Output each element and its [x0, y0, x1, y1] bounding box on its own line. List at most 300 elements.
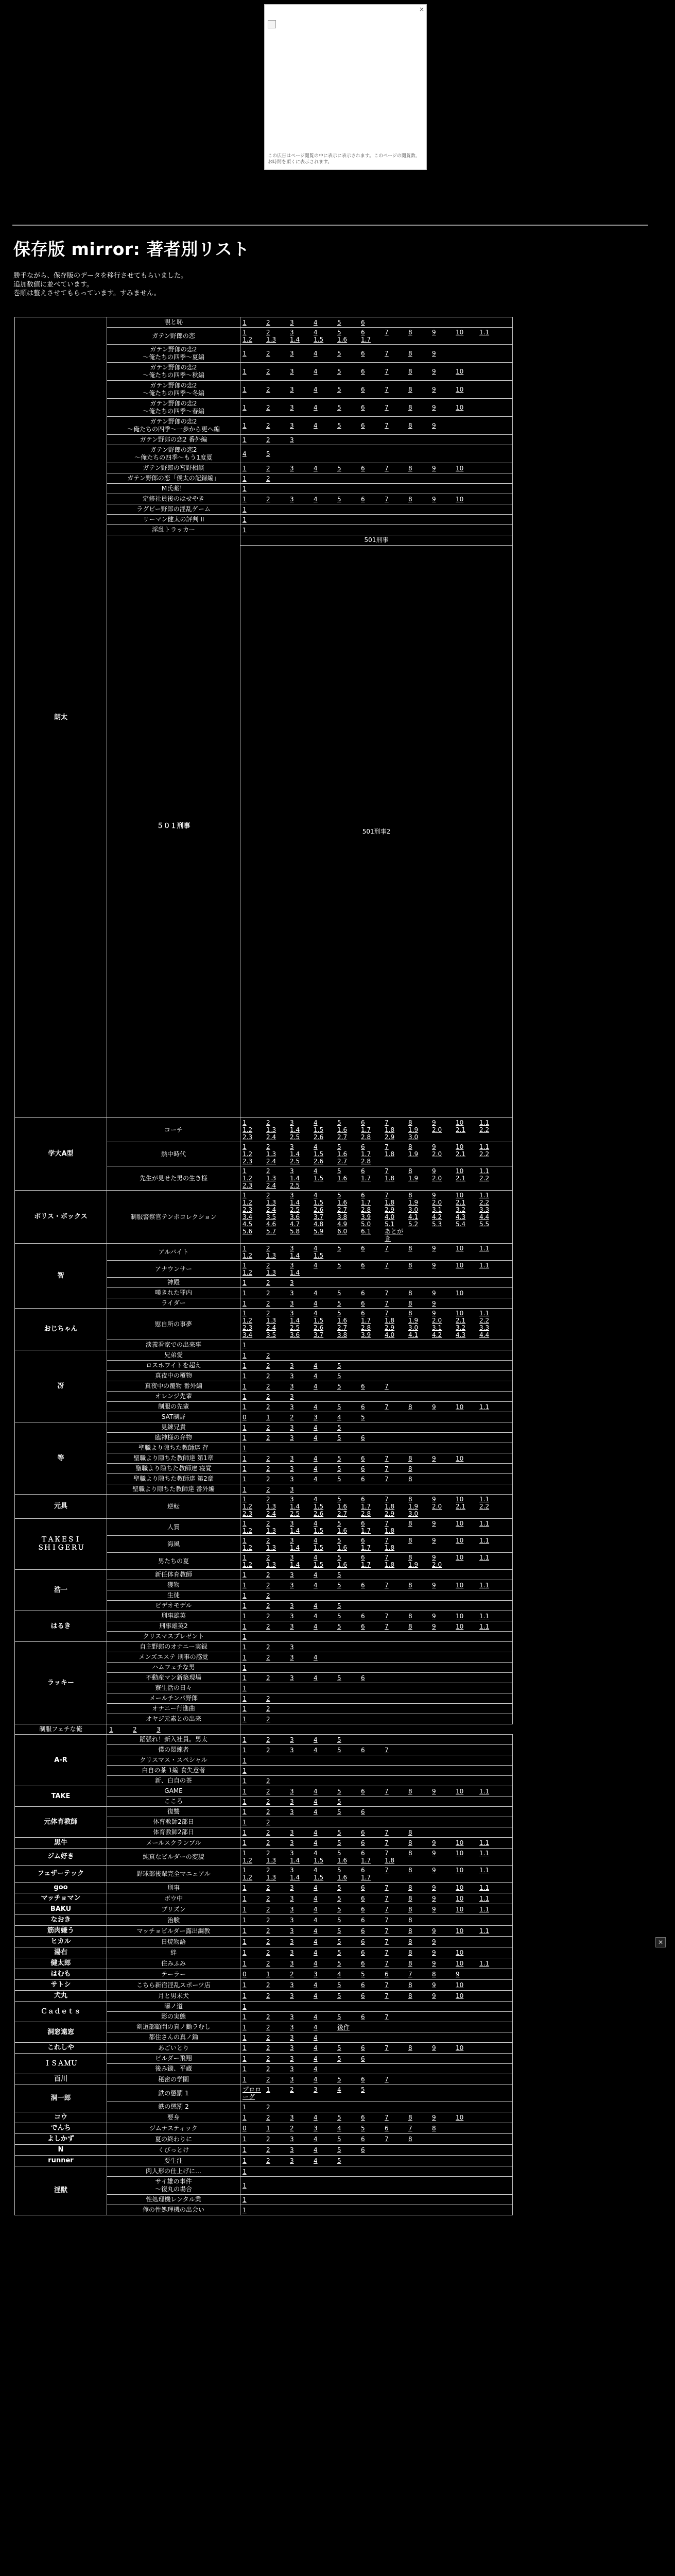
volume-link[interactable]: 4.3	[456, 1331, 466, 1338]
volume-link[interactable]: 4	[314, 1992, 318, 1999]
volume-link[interactable]: 7	[408, 1971, 412, 1978]
volume-link[interactable]: 7	[385, 1403, 389, 1411]
volume-link[interactable]: 10	[456, 1192, 464, 1199]
volume-link[interactable]: 2	[266, 1949, 270, 1956]
volume-link[interactable]: 3	[290, 2055, 294, 2062]
volume-link[interactable]: 7	[385, 1746, 389, 1754]
volume-link[interactable]: 7	[385, 1884, 389, 1891]
volume-link[interactable]: 5	[337, 368, 341, 375]
volume-link[interactable]: 1.1	[479, 1581, 490, 1589]
volume-link[interactable]: 7	[385, 1906, 389, 1913]
volume-link[interactable]: 8	[408, 1981, 412, 1989]
volume-link[interactable]: 8	[408, 1167, 412, 1175]
volume-link[interactable]: 4	[314, 2146, 318, 2154]
volume-link[interactable]: 2	[266, 1554, 270, 1561]
volume-link[interactable]: 1	[243, 2055, 247, 2062]
volume-link[interactable]: 1.4	[290, 1126, 300, 1133]
volume-link[interactable]: 4.1	[408, 1331, 419, 1338]
volume-link[interactable]: 5.6	[243, 1228, 253, 1235]
volume-link[interactable]: 6.0	[337, 1228, 348, 1235]
volume-link[interactable]: 2	[266, 1434, 270, 1442]
volume-link[interactable]: 5	[337, 350, 341, 357]
volume-link[interactable]: 10	[456, 1554, 464, 1561]
volume-link[interactable]: 1.1	[479, 1496, 490, 1503]
volume-link[interactable]: 1	[243, 1992, 247, 1999]
volume-link[interactable]: 4	[337, 2086, 341, 2093]
volume-link[interactable]: 1.1	[479, 1839, 490, 1846]
volume-link[interactable]: 7	[385, 1299, 389, 1307]
volume-link[interactable]: 8	[408, 1828, 412, 1836]
volume-link[interactable]: 3	[290, 1828, 294, 1836]
volume-link[interactable]: 1.2	[243, 1126, 253, 1133]
volume-link[interactable]: 1	[243, 1828, 247, 1836]
volume-link[interactable]: 3	[290, 495, 294, 503]
volume-link[interactable]: 8	[408, 1299, 412, 1307]
volume-link[interactable]: 7	[385, 1262, 389, 1269]
volume-link[interactable]: 5	[337, 1960, 341, 1967]
volume-link[interactable]: 4	[314, 1554, 318, 1561]
volume-link[interactable]: 1.3	[266, 1527, 276, 1534]
volume-link[interactable]: 4	[314, 1612, 318, 1620]
volume-link[interactable]: 4	[314, 1906, 318, 1913]
volume-link[interactable]: 4	[314, 464, 318, 472]
volume-link[interactable]: 5	[337, 1262, 341, 1269]
volume-link[interactable]: 1.3	[266, 1150, 276, 1158]
volume-link[interactable]: 2	[266, 1496, 270, 1503]
volume-link[interactable]: 9	[432, 1787, 436, 1795]
volume-link[interactable]: 8	[408, 1143, 412, 1150]
volume-link[interactable]: 1.3	[266, 1252, 276, 1259]
volume-link[interactable]: 9	[432, 1289, 436, 1297]
volume-link[interactable]: 2	[266, 1537, 270, 1544]
volume-link[interactable]: 7	[385, 1938, 389, 1945]
volume-link[interactable]: 2	[266, 1798, 270, 1805]
volume-link[interactable]: 1	[243, 2076, 247, 2083]
volume-link[interactable]: 4	[314, 2157, 318, 2164]
volume-link[interactable]: 3.9	[361, 1213, 371, 1221]
volume-link[interactable]: 3	[290, 1279, 294, 1286]
volume-link[interactable]: 2	[266, 1454, 270, 1462]
volume-link[interactable]: 10	[456, 1884, 464, 1891]
volume-link[interactable]: 3	[314, 2125, 318, 2132]
volume-link[interactable]: 6	[361, 1787, 365, 1795]
volume-link[interactable]: 3	[290, 1602, 294, 1609]
volume-link[interactable]: 6	[361, 2013, 365, 2021]
volume-link[interactable]: 1	[243, 386, 247, 393]
volume-link[interactable]: 4	[314, 1475, 318, 1483]
volume-link[interactable]: 5	[361, 1413, 365, 1421]
volume-link[interactable]: 3	[290, 1674, 294, 1682]
volume-link[interactable]: 1	[243, 436, 247, 444]
volume-link[interactable]: 4	[314, 1520, 318, 1527]
volume-link[interactable]: 2	[266, 1867, 270, 1874]
volume-link[interactable]: 5	[337, 464, 341, 472]
volume-link[interactable]: 7	[408, 2125, 412, 2132]
volume-link[interactable]: 3	[290, 1653, 294, 1661]
volume-link[interactable]: 10	[456, 1895, 464, 1902]
volume-link[interactable]: 1	[243, 495, 247, 503]
volume-link[interactable]: 3	[290, 1927, 294, 1935]
volume-link[interactable]: 5.4	[456, 1221, 466, 1228]
volume-link[interactable]: 7	[385, 2013, 389, 2021]
volume-link[interactable]: 10	[456, 1119, 464, 1126]
volume-link[interactable]: 7	[385, 1119, 389, 1126]
volume-link[interactable]: 7	[385, 2044, 389, 2052]
volume-link[interactable]: 1	[243, 1279, 247, 1286]
volume-link[interactable]: 7	[385, 1167, 389, 1175]
volume-link[interactable]: 3	[290, 1906, 294, 1913]
volume-link[interactable]: 4	[314, 318, 318, 326]
volume-link[interactable]: 1	[243, 329, 247, 336]
volume-link[interactable]: 5	[337, 1884, 341, 1891]
volume-link[interactable]: 3	[314, 2086, 318, 2093]
volume-link[interactable]: 2	[266, 1362, 270, 1369]
volume-link[interactable]: 3	[290, 1454, 294, 1462]
volume-link[interactable]: 5	[337, 1906, 341, 1913]
volume-link[interactable]: 5	[337, 1867, 341, 1874]
volume-link[interactable]: 8	[408, 1612, 412, 1620]
volume-link[interactable]: 5	[361, 2086, 365, 2093]
volume-link[interactable]: 3	[290, 2136, 294, 2143]
volume-link[interactable]: 3	[290, 2023, 294, 2031]
volume-link[interactable]: 3	[290, 1736, 294, 1743]
volume-link[interactable]: 5	[337, 1839, 341, 1846]
volume-link[interactable]: 4	[314, 1798, 318, 1805]
volume-link[interactable]: 2.5	[290, 1182, 300, 1189]
volume-link[interactable]: 7	[385, 1787, 389, 1795]
volume-link[interactable]: 6	[361, 1192, 365, 1199]
volume-link[interactable]: 5	[337, 2136, 341, 2143]
volume-link[interactable]: 4	[314, 1808, 318, 1816]
volume-link[interactable]: 5	[337, 1787, 341, 1795]
volume-link[interactable]: 2.5	[290, 1158, 300, 1165]
volume-link[interactable]: 1.6	[337, 1857, 348, 1864]
volume-link[interactable]: 2	[266, 1299, 270, 1307]
volume-link[interactable]: 5	[337, 1736, 341, 1743]
volume-link[interactable]: 8	[408, 1906, 412, 1913]
volume-link[interactable]: 4	[314, 2136, 318, 2143]
volume-link[interactable]: 5	[337, 1496, 341, 1503]
volume-link[interactable]: 1.1	[479, 1245, 490, 1252]
volume-link[interactable]: 6	[361, 1828, 365, 1836]
volume-link[interactable]: 3	[290, 422, 294, 429]
volume-link[interactable]: 2.2	[479, 1150, 490, 1158]
volume-link[interactable]: 6	[361, 2114, 365, 2121]
volume-link[interactable]: 1.1	[479, 1884, 490, 1891]
volume-link[interactable]: 6	[361, 1938, 365, 1945]
volume-link[interactable]: 2.8	[361, 1158, 371, 1165]
volume-link[interactable]: 4	[314, 1372, 318, 1380]
volume-link[interactable]: 9	[432, 2114, 436, 2121]
volume-link[interactable]: 6	[361, 1403, 365, 1411]
volume-link[interactable]: 4	[314, 1960, 318, 1967]
volume-link[interactable]: 1	[243, 2206, 247, 2214]
volume-link[interactable]: 1.2	[243, 1175, 253, 1182]
volume-link[interactable]: 9	[432, 1537, 436, 1544]
volume-link[interactable]: 1	[243, 1299, 247, 1307]
volume-link[interactable]: 4	[314, 368, 318, 375]
volume-link[interactable]: 10	[456, 1537, 464, 1544]
volume-link[interactable]: 2	[266, 2076, 270, 2083]
volume-link[interactable]: 10	[456, 1981, 464, 1989]
volume-link[interactable]: 4.8	[314, 1221, 324, 1228]
volume-link[interactable]: 2	[266, 1591, 270, 1599]
volume-link[interactable]: 4.2	[432, 1213, 442, 1221]
volume-link[interactable]: 10	[456, 1310, 464, 1317]
volume-link[interactable]: 1.7	[361, 1150, 371, 1158]
volume-link[interactable]: 6	[361, 368, 365, 375]
volume-link[interactable]: 4	[314, 1622, 318, 1630]
volume-link[interactable]: 1	[243, 1581, 247, 1589]
volume-link[interactable]: 5	[337, 1454, 341, 1462]
volume-link[interactable]: 2	[266, 404, 270, 411]
volume-link[interactable]: 7	[385, 1895, 389, 1902]
volume-link[interactable]: 4	[314, 2023, 318, 2031]
volume-link[interactable]: 1	[243, 2023, 247, 2031]
volume-link[interactable]: 1.9	[408, 1317, 419, 1324]
volume-link[interactable]: 6	[361, 1475, 365, 1483]
volume-link[interactable]: 10	[456, 1245, 464, 1252]
volume-link[interactable]: 8	[408, 1537, 412, 1544]
volume-link[interactable]: 1	[243, 1454, 247, 1462]
volume-link[interactable]: 0	[243, 1413, 247, 1421]
volume-link[interactable]: 10	[456, 2114, 464, 2121]
volume-link[interactable]: 4.0	[385, 1213, 395, 1221]
volume-link[interactable]: 1.7	[361, 1544, 371, 1551]
volume-link[interactable]: 5	[337, 2157, 341, 2164]
volume-link[interactable]: 2	[266, 2055, 270, 2062]
volume-link[interactable]: 4	[314, 2044, 318, 2052]
volume-link[interactable]: 2	[266, 386, 270, 393]
volume-link[interactable]: 9	[432, 1960, 436, 1967]
volume-link[interactable]: 1	[243, 485, 247, 493]
volume-link[interactable]: 5	[337, 1299, 341, 1307]
volume-link[interactable]: 9	[432, 386, 436, 393]
volume-link[interactable]: 3	[290, 2033, 294, 2041]
volume-link[interactable]: 10	[456, 329, 464, 336]
volume-link[interactable]: 7	[385, 422, 389, 429]
volume-link[interactable]: 1.2	[243, 1317, 253, 1324]
volume-link[interactable]: 8	[408, 1475, 412, 1483]
volume-link[interactable]: 5	[337, 1895, 341, 1902]
volume-link[interactable]: 1.3	[266, 1269, 276, 1276]
volume-link[interactable]: 9	[432, 1839, 436, 1846]
volume-link[interactable]: 1.5	[314, 1527, 324, 1534]
volume-link[interactable]: 2.7	[337, 1206, 348, 1213]
volume-link[interactable]: 2.1	[456, 1199, 466, 1206]
volume-link[interactable]: 1	[243, 526, 247, 534]
volume-link[interactable]: 6	[361, 1895, 365, 1902]
volume-link[interactable]: 1	[243, 1591, 247, 1599]
volume-link[interactable]: 1.6	[337, 1527, 348, 1534]
volume-link[interactable]: 1	[243, 1927, 247, 1935]
volume-link[interactable]: 1	[243, 1496, 247, 1503]
volume-link[interactable]: 1.2	[243, 1269, 253, 1276]
volume-link[interactable]: 1	[243, 1310, 247, 1317]
volume-link[interactable]: 4	[314, 1828, 318, 1836]
volume-link[interactable]: 7	[385, 1289, 389, 1297]
volume-link[interactable]: 8	[408, 1992, 412, 1999]
volume-link[interactable]: 1.8	[385, 1527, 395, 1534]
volume-link[interactable]: 3	[290, 2013, 294, 2021]
volume-link[interactable]: 5.7	[266, 1228, 276, 1235]
volume-link[interactable]: 1.8	[385, 1857, 395, 1864]
volume-link[interactable]: 7	[385, 1839, 389, 1846]
volume-link[interactable]: 4	[314, 1245, 318, 1252]
volume-link[interactable]: 1	[243, 1341, 247, 1349]
volume-link[interactable]: 1	[243, 1777, 247, 1785]
volume-link[interactable]: 6	[361, 1949, 365, 1956]
volume-link[interactable]: 1.4	[290, 1317, 300, 1324]
volume-link[interactable]: 1	[243, 1674, 247, 1682]
volume-link[interactable]: 3	[290, 1746, 294, 1754]
volume-link[interactable]: 1.7	[361, 1199, 371, 1206]
volume-link[interactable]: 10	[456, 1454, 464, 1462]
volume-link[interactable]: 3.3	[479, 1324, 490, 1331]
volume-link[interactable]: 1	[243, 368, 247, 375]
volume-link[interactable]: 2.3	[243, 1324, 253, 1331]
volume-link[interactable]: 7	[385, 2076, 389, 2083]
volume-link[interactable]: 2	[266, 1736, 270, 1743]
volume-link[interactable]: 2	[266, 1938, 270, 1945]
volume-link[interactable]: 4	[314, 329, 318, 336]
volume-link[interactable]: 10	[456, 495, 464, 503]
volume-link[interactable]: 3	[290, 1571, 294, 1579]
volume-link[interactable]: 4	[314, 1917, 318, 1924]
volume-link[interactable]: 5	[361, 1971, 365, 1978]
volume-link[interactable]: 1.5	[314, 1544, 324, 1551]
volume-link[interactable]: 5	[337, 1372, 341, 1380]
volume-link[interactable]: 1.8	[385, 1199, 395, 1206]
volume-link[interactable]: 2	[266, 1653, 270, 1661]
volume-link[interactable]: 8	[408, 2136, 412, 2143]
volume-link[interactable]: 2	[290, 1413, 294, 1421]
volume-link[interactable]: 1	[243, 474, 247, 482]
volume-link[interactable]: 4	[314, 422, 318, 429]
volume-link[interactable]: 6	[361, 1622, 365, 1630]
volume-link[interactable]: 1.4	[290, 1269, 300, 1276]
volume-link[interactable]: 6.1	[361, 1228, 371, 1235]
volume-link[interactable]: 1.8	[385, 1150, 395, 1158]
volume-link[interactable]: 6	[361, 1289, 365, 1297]
volume-link[interactable]: 8	[408, 1867, 412, 1874]
volume-link[interactable]: 2.7	[337, 1324, 348, 1331]
volume-link[interactable]: 1	[243, 422, 247, 429]
volume-link[interactable]: 1.6	[337, 1126, 348, 1133]
volume-link[interactable]: 2	[266, 1245, 270, 1252]
volume-link[interactable]: 2.4	[266, 1206, 276, 1213]
volume-link[interactable]: 8	[408, 1622, 412, 1630]
volume-link[interactable]: 後作	[337, 2023, 350, 2031]
volume-link[interactable]: 1.6	[337, 336, 348, 343]
volume-link[interactable]: 5	[337, 1602, 341, 1609]
volume-link[interactable]: 3	[290, 1850, 294, 1857]
volume-link[interactable]: 8	[408, 1403, 412, 1411]
volume-link[interactable]: 5.2	[408, 1221, 419, 1228]
volume-link[interactable]: 3	[290, 350, 294, 357]
volume-link[interactable]: 5	[337, 2044, 341, 2052]
volume-link[interactable]: 6	[361, 329, 365, 336]
volume-link[interactable]: 5	[337, 1520, 341, 1527]
volume-link[interactable]: 8	[408, 1839, 412, 1846]
volume-link[interactable]: 6	[361, 1454, 365, 1462]
volume-link[interactable]: 5	[337, 2114, 341, 2121]
volume-link[interactable]: 1.3	[266, 1317, 276, 1324]
volume-link[interactable]: 7	[385, 1581, 389, 1589]
volume-link[interactable]: 3	[290, 1798, 294, 1805]
volume-link[interactable]: 4.4	[479, 1213, 490, 1221]
volume-link[interactable]: 3	[290, 1299, 294, 1307]
volume-link[interactable]: 6	[361, 1850, 365, 1857]
volume-link[interactable]: 2.3	[243, 1182, 253, 1189]
volume-link[interactable]: 6	[361, 1310, 365, 1317]
volume-link[interactable]: 2	[266, 1310, 270, 1317]
volume-link[interactable]: 1	[243, 1736, 247, 1743]
volume-link[interactable]: 1	[243, 1465, 247, 1472]
volume-link[interactable]: 5	[337, 1143, 341, 1150]
volume-link[interactable]: 9	[432, 1520, 436, 1527]
volume-link[interactable]: 2	[266, 1705, 270, 1713]
volume-link[interactable]: 2	[266, 495, 270, 503]
volume-link[interactable]: 2	[266, 1423, 270, 1431]
volume-link[interactable]: 3.8	[337, 1331, 348, 1338]
volume-link[interactable]: 5	[337, 1746, 341, 1754]
volume-link[interactable]: 9	[432, 1403, 436, 1411]
volume-link[interactable]: 4	[314, 1981, 318, 1989]
volume-link[interactable]: 3	[290, 1612, 294, 1620]
volume-link[interactable]: 1.1	[479, 1612, 490, 1620]
volume-link[interactable]: 3.6	[290, 1331, 300, 1338]
volume-link[interactable]: 4	[314, 1927, 318, 1935]
volume-link[interactable]: 6	[361, 350, 365, 357]
volume-link[interactable]: 3	[290, 1119, 294, 1126]
volume-link[interactable]: 3	[290, 1938, 294, 1945]
volume-link[interactable]: 5	[337, 2076, 341, 2083]
volume-link[interactable]: 1	[243, 1653, 247, 1661]
volume-link[interactable]: 5	[337, 1917, 341, 1924]
volume-link[interactable]: 7	[385, 1475, 389, 1483]
volume-link[interactable]: 1	[243, 1895, 247, 1902]
volume-link[interactable]: 8	[408, 464, 412, 472]
volume-link[interactable]: 6	[361, 1927, 365, 1935]
volume-link[interactable]: 1	[243, 1119, 247, 1126]
volume-link[interactable]: 6	[361, 1299, 365, 1307]
volume-link[interactable]: 1.5	[314, 1126, 324, 1133]
volume-link[interactable]: 7	[385, 1192, 389, 1199]
volume-link[interactable]: 2.2	[479, 1503, 490, 1510]
volume-link[interactable]: 8	[408, 1465, 412, 1472]
volume-link[interactable]: 1.2	[243, 1544, 253, 1551]
volume-link[interactable]: 8	[408, 1787, 412, 1795]
volume-link[interactable]: 8	[408, 1554, 412, 1561]
volume-link[interactable]: 1	[266, 2125, 270, 2132]
volume-link[interactable]: 5	[361, 2125, 365, 2132]
volume-link[interactable]: 1.6	[337, 1150, 348, 1158]
volume-link[interactable]: 9	[432, 1850, 436, 1857]
volume-link[interactable]: 4	[314, 1839, 318, 1846]
volume-link[interactable]: 3	[290, 1622, 294, 1630]
volume-link[interactable]: 7	[385, 1867, 389, 1874]
volume-link[interactable]: 2	[266, 2146, 270, 2154]
volume-link[interactable]: 4.1	[408, 1213, 419, 1221]
volume-link[interactable]: 5	[337, 1981, 341, 1989]
volume-link[interactable]: 4	[314, 1362, 318, 1369]
volume-link[interactable]: 1.2	[243, 1503, 253, 1510]
volume-link[interactable]: 6	[361, 1612, 365, 1620]
volume-link[interactable]: 1	[243, 1643, 247, 1651]
volume-link[interactable]: 9	[432, 1884, 436, 1891]
volume-link[interactable]: 1	[243, 1602, 247, 1609]
